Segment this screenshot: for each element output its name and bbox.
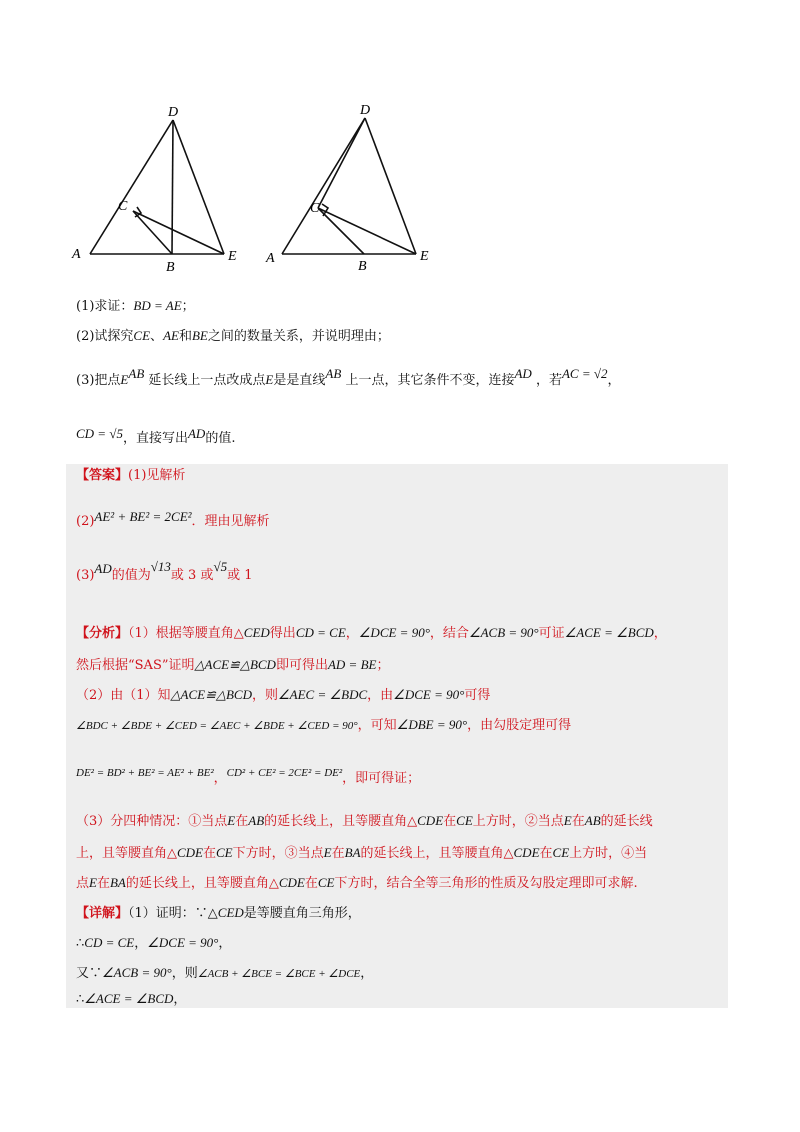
text: 的延长线上，且等腰直角△: [360, 846, 514, 861]
label-b: B: [166, 260, 175, 275]
answer-2-math: AE² + BE² = 2CE²: [94, 509, 192, 524]
text: 下方时，结合全等三角形的性质及勾股定理即可求解.: [334, 876, 638, 891]
label-e: E: [420, 249, 429, 264]
text: 在: [235, 814, 249, 829]
q3-j: 的值.: [205, 431, 236, 446]
q2-prefix: (2)试探究: [76, 329, 134, 344]
answer-3-v2: √5: [213, 559, 228, 574]
text: ，结合: [429, 626, 469, 641]
q3-b: 是: [273, 373, 287, 388]
q2-ce: CE: [133, 328, 151, 343]
text: 在: [443, 814, 457, 829]
text: 在: [539, 846, 553, 861]
text: ，: [134, 936, 148, 951]
answer-line-2: [76, 506, 270, 533]
text: 在: [304, 876, 318, 891]
text: ，: [173, 992, 187, 1007]
text: （3）分四种情况：①当点: [76, 814, 228, 829]
q3-ac: AC = √2: [561, 366, 608, 381]
math: CED: [217, 905, 244, 920]
math: ∠ACE = ∠BCD: [564, 625, 654, 640]
detail-line-3: [76, 962, 373, 985]
math: ∠DCE = 90°: [358, 625, 430, 640]
answer-3-or2: 或 1: [227, 568, 253, 583]
label-c: C: [310, 201, 320, 216]
q3-ad: AD: [514, 366, 532, 381]
text: 又∵: [76, 966, 103, 981]
text: （1）证明：∵△: [128, 906, 218, 921]
label-d: D: [360, 103, 371, 118]
text: ，由勾股定理可得: [467, 718, 572, 733]
label-a: A: [266, 251, 275, 266]
text: ，: [360, 966, 374, 981]
math: ∠ACB + ∠BCE = ∠BCE + ∠DCE: [197, 968, 361, 980]
math: AB: [248, 813, 265, 828]
question-2: [76, 326, 390, 347]
text: ，: [653, 626, 667, 641]
q2-and: 和: [178, 329, 192, 344]
text: 上方时，②当点: [472, 814, 564, 829]
analysis-line-8: [76, 872, 638, 895]
math: CE: [552, 845, 570, 860]
q1-suffix: ；: [181, 299, 195, 314]
math: CDE: [513, 845, 540, 860]
math: CD = CE: [84, 935, 135, 950]
math: CDE: [417, 813, 444, 828]
q2-be: BE: [191, 328, 208, 343]
q3-a: (3)把点: [76, 373, 121, 388]
text: 在: [331, 846, 345, 861]
text: 的延长线上，且等腰直角△: [264, 814, 418, 829]
text: ，则: [171, 966, 198, 981]
text: ，即可得证；: [342, 771, 421, 786]
answer-3-prefix: (3): [76, 568, 95, 583]
q2-suffix: 之间的数量关系，并说明理由；: [207, 329, 390, 344]
label-c: C: [118, 199, 128, 214]
detail-label: 【详解】: [76, 906, 129, 921]
text: 在: [203, 846, 217, 861]
right-triangle-figure: [262, 96, 442, 276]
analysis-line-1: [76, 622, 667, 645]
analysis-line-7: [76, 842, 647, 865]
label-a: A: [72, 247, 81, 262]
q2-ae: AE: [163, 328, 179, 343]
analysis-line-4: [76, 714, 571, 737]
text: 的延长线: [600, 814, 653, 829]
text: 下方时，③当点: [232, 846, 324, 861]
math: BA: [344, 845, 361, 860]
detail-line-1: [76, 902, 361, 925]
math: CDE: [278, 875, 305, 890]
question-3-line1: [76, 364, 621, 391]
q2-sep: 、: [150, 329, 164, 344]
text: 在: [96, 876, 110, 891]
text: ，: [345, 626, 359, 641]
q3-ab2: AB: [325, 366, 342, 381]
detail-line-4: [76, 988, 186, 1011]
text: （2）由（1）知: [76, 688, 171, 703]
text: 即可得出: [275, 658, 328, 673]
text: （1）根据等腰直角△: [128, 626, 244, 641]
q3-ab: AB: [128, 366, 145, 381]
math: E: [227, 813, 236, 828]
text: 可得: [464, 688, 491, 703]
text: 上，且等腰直角△: [76, 846, 177, 861]
analysis-line-3: [76, 684, 490, 707]
math: ∠DBE = 90°: [396, 717, 468, 732]
text: ；: [376, 658, 390, 673]
q3-d: 是直线: [286, 373, 326, 388]
answer-3-ad: AD: [94, 561, 112, 576]
math: CE: [317, 875, 335, 890]
text: ，可知: [357, 718, 397, 733]
analysis-line-6: [76, 810, 653, 833]
text: ，由: [367, 688, 394, 703]
math: CE: [216, 845, 233, 860]
label-d: D: [168, 105, 179, 120]
q3-i: ，直接写出: [122, 431, 188, 446]
answer-line-3: [76, 556, 253, 587]
q3-e: E: [120, 372, 129, 387]
math: CD = CE: [295, 625, 346, 640]
answer-3-mid: 的值为: [111, 568, 151, 583]
q3-c: 延长线上一点改成点: [148, 373, 266, 388]
math: DE² = BD² + BE² = AE² + BE²: [76, 767, 214, 779]
text: 可证: [538, 626, 565, 641]
analysis-line-5: [76, 762, 420, 790]
q1-math: BD = AE: [133, 298, 182, 313]
text: 上方时，④当: [569, 846, 648, 861]
math: AB: [584, 813, 601, 828]
math: ∠AEC = ∠BDC: [278, 687, 368, 702]
math: CED: [243, 625, 270, 640]
text: ，: [218, 936, 232, 951]
math: ∠DCE = 90°: [147, 935, 219, 950]
q1-prefix: (1)求证：: [76, 299, 134, 314]
question-3-line2: [76, 424, 235, 449]
analysis-line-2: [76, 654, 389, 677]
answer-2-suffix: ．理由见解析: [191, 514, 270, 529]
math: △ACE≌△BCD: [170, 687, 252, 702]
answer-2-prefix: (2): [76, 514, 95, 529]
math: CE: [456, 813, 473, 828]
math: ∠ACB = 90°: [468, 625, 539, 640]
detail-line-2: [76, 932, 231, 955]
answer-3-v1: √13: [150, 559, 171, 574]
text: 在: [571, 814, 585, 829]
text: ∴: [76, 936, 85, 951]
math: AD = BE: [327, 657, 377, 672]
math: CDE: [177, 845, 203, 860]
text: 然后根据“SAS”证明: [76, 658, 195, 673]
q3-ad2: AD: [187, 426, 206, 441]
label-e: E: [228, 249, 237, 264]
text: ，: [213, 771, 227, 786]
math: E: [323, 845, 332, 860]
text: 得出: [269, 626, 296, 641]
math: ∠ACE = ∠BCD: [84, 991, 174, 1006]
text: 的延长线上，且等腰直角△: [125, 876, 279, 891]
question-1: [76, 296, 195, 317]
math: ∠BDC + ∠BDE + ∠CED = ∠AEC + ∠BDE + ∠CED = 90°: [76, 720, 358, 732]
math: ∠ACB = 90°: [102, 965, 172, 980]
math: CD² + CE² = 2CE² = DE²: [226, 767, 343, 779]
q3-cd: CD = √5: [76, 426, 123, 441]
label-b: B: [358, 259, 367, 274]
left-triangle-figure: [66, 96, 246, 276]
text: 点: [76, 876, 90, 891]
answer-line-1: [76, 465, 185, 487]
math: E: [563, 813, 572, 828]
answer-3-or1: 或 3 或: [170, 568, 214, 583]
q3-f: 上一点，其它条件不变，连接: [345, 373, 515, 388]
text: ∴: [76, 992, 85, 1007]
math: △ACE≌△BCD: [194, 657, 276, 672]
text: ，则: [252, 688, 279, 703]
answer-1: (1)见解析: [128, 468, 186, 483]
math: E: [89, 875, 97, 890]
analysis-label: 【分析】: [76, 626, 129, 641]
math: BA: [109, 875, 126, 890]
text: 是等腰直角三角形，: [243, 906, 361, 921]
math: ∠DCE = 90°: [393, 687, 465, 702]
q3-g: ，若: [535, 373, 562, 388]
q3-e2: E: [265, 372, 274, 387]
q3-h: ，: [607, 373, 621, 388]
answer-label: 【答案】: [76, 468, 129, 483]
